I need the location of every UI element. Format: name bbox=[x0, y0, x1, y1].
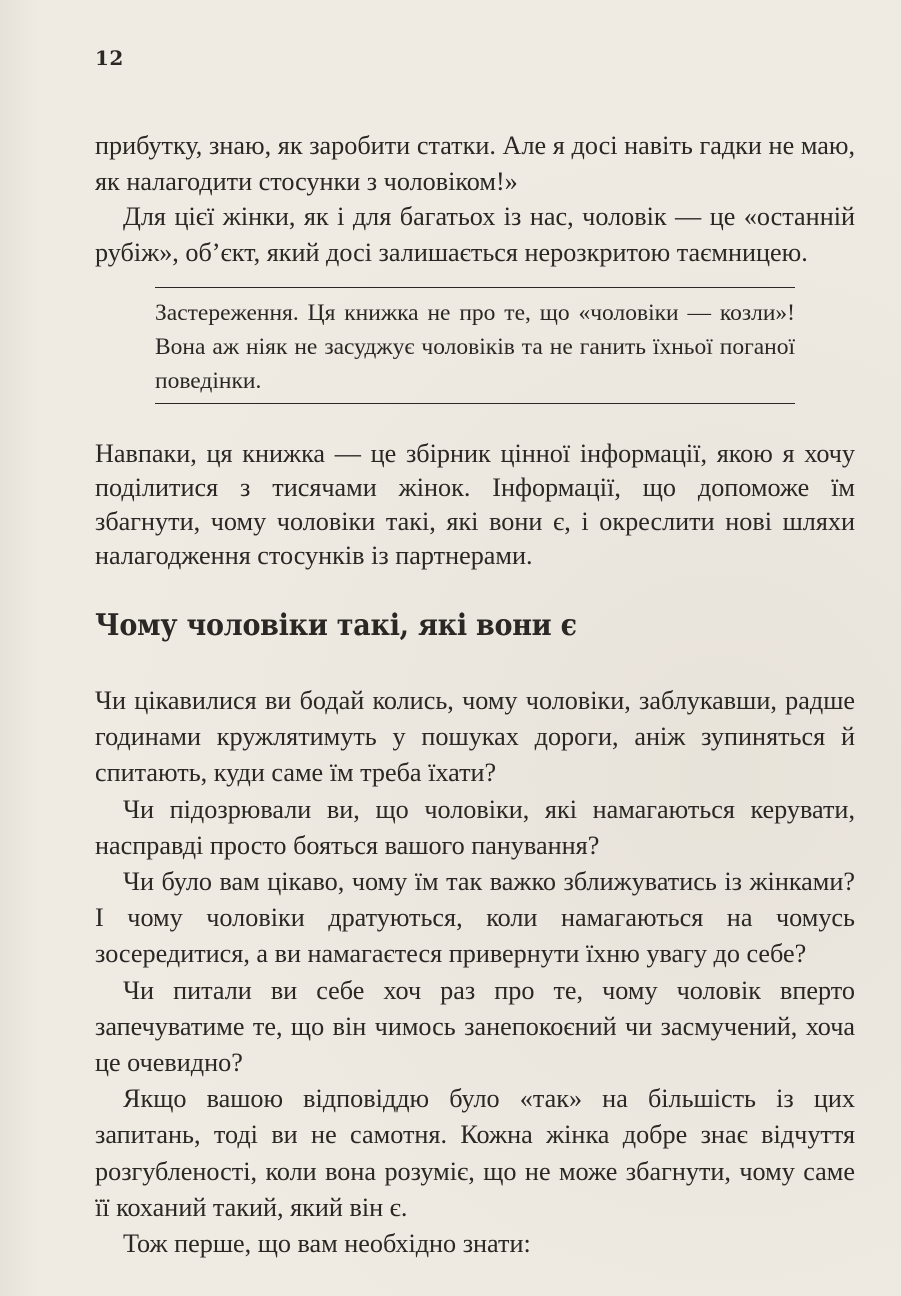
section-heading: Чому чоловіки такі, які вони є bbox=[95, 608, 577, 643]
section-text bbox=[95, 683, 855, 1262]
disclaimer-notice: Застереження. Ця книжка не про те, що «чоловіки — козли»! Вона аж ніяк не засуджує чоловіків та не ганить їхньої поганої поведінки. bbox=[155, 300, 795, 394]
notice-top-rule bbox=[155, 287, 795, 288]
section-paragraph-4: Чи питали ви себе хоч раз про те, чому чоловік вперто запечуватиме те, що він чимось занепокоєний чи засмучений, хоча це очевидно? bbox=[95, 975, 855, 1078]
intro-paragraph: Для цієї жінки, як і для багатьох із нас, чоловік — це «останній рубіж», об’єкт, який досі залишається нерозкритою таємницею. bbox=[95, 202, 855, 267]
intro-paragraph-continued: прибутку, знаю, як заробити статки. Але я досі навіть гадки не маю, як налагодити стосунки з чоловіком!» bbox=[95, 131, 855, 196]
section-paragraph-3: Чи було вам цікаво, чому їм так важко зближуватись із жінками? І чому чоловіки дратуються, коли намагаються на чомусь зосередитися, а ви намагаєтеся привернути їхню увагу до себе? bbox=[95, 867, 855, 969]
page-number: 12 bbox=[95, 46, 124, 70]
section-paragraph-1: Чи цікавилися ви бодай колись, чому чоловіки, заблукавши, радше годинами кружлятимуть у пошуках дороги, аніж зупиняться й спитають, куди саме їм треба їхати? bbox=[95, 686, 855, 788]
section-paragraph-6: Тож перше, що вам необхідно знати: bbox=[123, 1229, 531, 1259]
intro-text bbox=[95, 128, 855, 270]
notice-bottom-rule bbox=[155, 403, 795, 404]
body-text bbox=[95, 437, 855, 573]
body-paragraph: Навпаки, ця книжка — це збірник цінної інформації, якою я хочу поділитися з тисячами жінок. Інформації, що допоможе їм збагнути, чому чоловіки такі, які вони є, і окреслити нові шляхи налагодження стосунків із партнерами. bbox=[95, 439, 855, 570]
section-paragraph-2: Чи підозрювали ви, що чоловіки, які намагаються керувати, насправді просто бояться вашого панування? bbox=[95, 794, 855, 860]
section-paragraph-5: Якщо вашою відповіддю було «так» на більшість із цих запитань, тоді ви не самотня. Кожна жінка добре знає відчуття розгубленості, коли вона розуміє, що не може збагнути, чому саме її коханий такий, який він є. bbox=[95, 1084, 855, 1222]
